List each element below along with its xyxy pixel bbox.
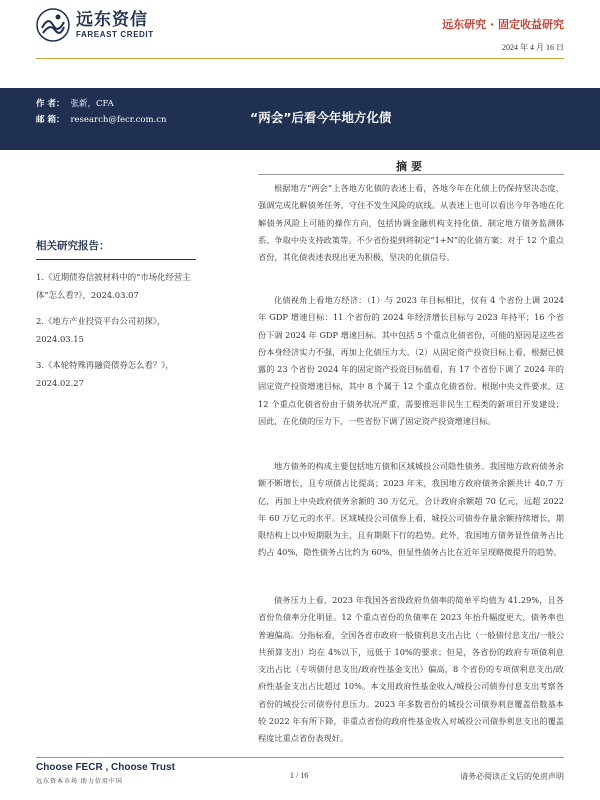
- logo-cn: 远东资信: [76, 9, 148, 30]
- author-email[interactable]: research@fecr.com.cn: [70, 115, 167, 125]
- related-report-item[interactable]: 2.《地方产业投资平台公司初探》，2024.03.15: [36, 316, 166, 344]
- abstract-paragraph-2: 化债视角上看地方经济：（1）与 2023 年目标相比，仅有 4 个省份上调 2024 年 GDP 增速目标：11 个省份的 2024 年经济增长目标与 2023 年持平；16 个省份下调 2024 年 GDP 增速目标。其中包括 5 个重点化债省份，可能的原因是这些省份本身经济实力不强，再加上化债压力大。（2）从固定资产投资目标上看，根据已披露的 23 个省份 2024 年的固定资产投资目标值看，有 17 个省份下调了 2024 年的固定资产投资增速目标，其中 8 个属于 12 个重点化债省份。根据中央文件要求，这 12 个重点化债省份由于债务状况严重，需要推迟非民生工程类的新项目开发建设；因此，在化债的压力下，一些省份下调了固定资产投资增速目标。: [258, 295, 564, 427]
- footer-divider: [36, 757, 564, 758]
- author-line: [36, 97, 114, 109]
- email-line: [36, 113, 166, 125]
- related-reports-sidebar: [36, 238, 196, 392]
- abstract-paragraph-1: 根据地方“两会”上各地方化债的表述上看，各地今年在化债上仍保持坚决态度，强调完成化解债务任务，守住不发生风险的底线。从表述上也可以看出今年各地在化解债务风险上可能的操作方向，包括协调金融机构支持化债、制定地方债务监测体系、争取中央支持政策等。不少省份提到将制定“1+N”的化债方案；对于 12 个重点省份，其化债表述表现出更为积极、坚决的化债信号。: [258, 183, 564, 263]
- footer-slogan-cn: 远东资本市场 助力信用中国: [36, 778, 123, 785]
- report-title: “两会”后看今年地方化债: [250, 110, 392, 125]
- fecr-logo-icon: [36, 8, 70, 42]
- abstract-divider: [258, 174, 564, 175]
- logo-en: FAREAST CREDIT: [76, 29, 154, 39]
- page-header: [0, 0, 600, 66]
- report-type: 远东研究 · 固定收益研究: [442, 18, 564, 31]
- page-number: 1 / 16: [290, 771, 309, 780]
- email-label: 邮 箱：: [36, 115, 65, 125]
- company-logo[interactable]: [36, 8, 154, 42]
- abstract-title: 摘要: [396, 160, 426, 173]
- related-reports-heading: 相关研究报告：: [36, 238, 196, 260]
- report-date: 2024 年 4 月 16 日: [502, 43, 564, 52]
- related-report-item[interactable]: 1.《近期债券信披材料中的“市场化经营主体”怎么看?》，2024.03.07: [36, 272, 191, 300]
- author-name: 张新，CFA: [70, 99, 114, 109]
- related-report-item[interactable]: 3.《本轮特殊再融资债券怎么看？》，2024.02.27: [36, 360, 174, 388]
- abstract-paragraph-4: 债务压力上看，2023 年我国各省级政府负债率的简单平均值为 41.29%，且各省份负债率分化明显。12 个重点省份的负债率在 2023 年抬升幅度更大，债务率也普遍偏高。分指标看，全国各省市政府一般债利息支出占比（一般债付息支出/一般公共预算支出）均在 4%以下，远低于 10%的要求；但是，各省份的政府专项债利息支出占比（专项债付息支出/政府性基金支出）偏高，8 个省份的专项债利息支出/政府性基金支出占比超过 10%。本文用政府性基金收入/城投公司债券付息支出考察各省份的城投公司债券付息压力。2023 年多数省份的城投公司债券利息覆盖倍数基本较 2022 年有所下降，非重点省份的政府性基金收入对城投公司债券利息支出的覆盖程度比重点省份表现好。: [258, 595, 564, 744]
- abstract-section: [258, 158, 564, 174]
- header-divider: [36, 58, 564, 59]
- author-label: 作 者：: [36, 99, 65, 109]
- abstract-paragraph-3: 地方债务的构成主要包括地方债和区域城投公司隐性债务。我国地方政府债务余额不断增长，且专项债占比提高；2023 年末，我国地方政府债务余额共计 40.7 万亿，再加上中央政府债务余额的 30 万亿元，合计政府余额超 70 亿元，远超 2022 年 60 万亿元的水平。区域城投公司债券上看，城投公司债券存量余额持续增长，期限结构上以中短期限为主，且有期限下行的趋势。此外，我国地方债务显性债务占比约占 40%，隐性债务占比约为 60%，但显性债务占比在近年呈现略微提升的趋势。: [258, 461, 564, 558]
- logo-text: [76, 11, 154, 40]
- footer-disclaimer[interactable]: 请务必阅读正文后的免责声明: [460, 772, 564, 781]
- footer-slogan: Choose FECR , Choose Trust: [36, 762, 175, 773]
